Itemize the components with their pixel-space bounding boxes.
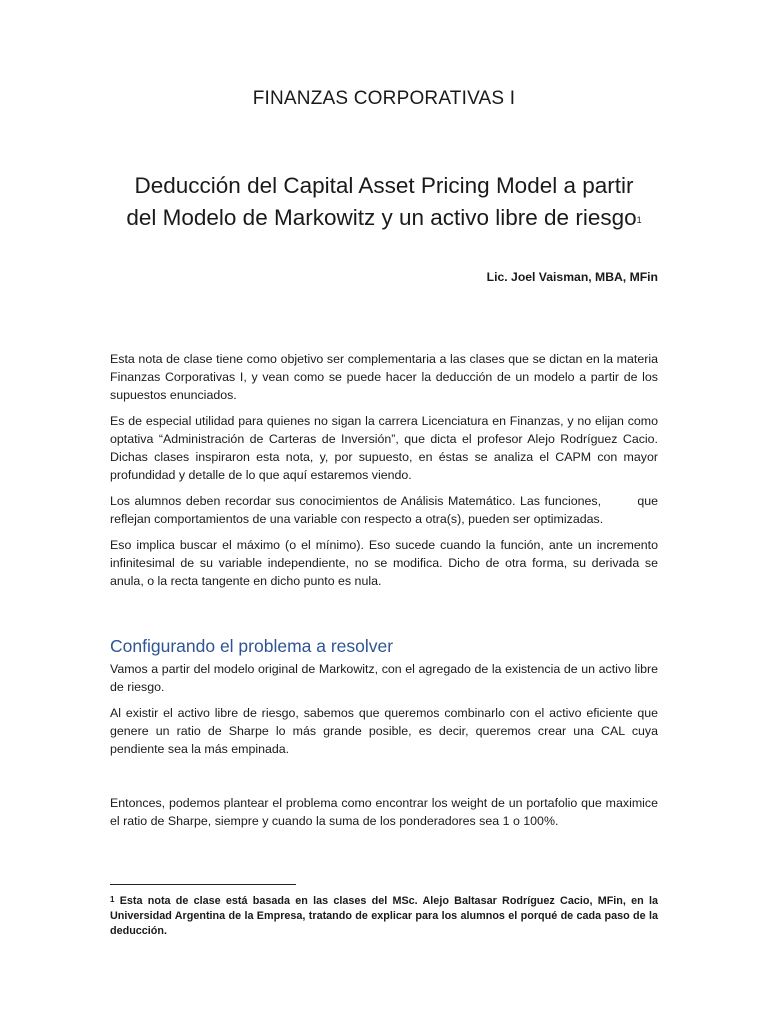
intro-paragraph-3: Los alumnos deben recordar sus conocimientos de Análisis Matemático. Las funciones, que reflejan comportamientos de una variable con respecto a otra(s), pueden ser optimizadas. <box>110 494 662 526</box>
document-title <box>90 170 678 236</box>
closing-section <box>110 794 658 838</box>
document-title-line-2 <box>90 202 678 236</box>
footnote-text: Esta nota de clase está basada en las clases del MSc. Alejo Baltasar Rodríguez Cacio, MFin, en la Universidad Argentina de la Empresa, tratando de explicar para los alumnos el porqué de cada paso de la deducción. <box>110 895 658 937</box>
footnote-divider <box>110 884 296 885</box>
intro-paragraph-4: Eso implica buscar el máximo (o el mínimo). Eso sucede cuando la función, ante un incremento infinitesimal de su variable independiente, no se modifica. Dicho de otra forma, su derivada se anula, o la recta tangente en dicho punto es nula. <box>110 538 658 588</box>
section-heading: Configurando el problema a resolver <box>110 636 394 656</box>
footnote <box>110 892 658 939</box>
title-footnote-mark: 1 <box>636 215 642 225</box>
document-title-line-1: Deducción del Capital Asset Pricing Model a partir <box>134 173 634 198</box>
closing-paragraph: Entonces, podemos plantear el problema como encontrar los weight de un portafolio que maximice el ratio de Sharpe, siempre y cuando la suma de los ponderadores sea 1 o 100%. <box>110 796 658 828</box>
section-paragraph-2: Al existir el activo libre de riesgo, sabemos que queremos combinarlo con el activo eficiente que genere un ratio de Sharpe lo más grande posible, es decir, queremos crear una CAL cuya pendiente sea la más empinada. <box>110 706 658 756</box>
intro-paragraph-2: Es de especial utilidad para quienes no sigan la carrera Licenciatura en Finanzas, y no elijan como optativa “Administración de Carteras de Inversión”, que dicta el profesor Alejo Rodríguez Cacio. Dichas clases inspiraron esta nota, y, por supuesto, en éstas se analiza el CAPM con mayor profundidad y detalle de lo que aquí estaremos viendo. <box>110 414 658 482</box>
section-body <box>110 660 658 766</box>
author-byline: Lic. Joel Vaisman, MBA, MFin <box>486 270 658 284</box>
course-title: FINANZAS CORPORATIVAS I <box>252 88 516 109</box>
document-title-line-2-text: del Modelo de Markowitz y un activo libre de riesgo <box>126 205 637 230</box>
intro-paragraph-1: Esta nota de clase tiene como objetivo ser complementaria a las clases que se dictan en la materia Finanzas Corporativas I, y vean como se puede hacer la deducción de un modelo a partir de los supuestos enunciados. <box>110 352 658 402</box>
intro-section <box>110 350 662 598</box>
section-paragraph-1: Vamos a partir del modelo original de Markowitz, con el agregado de la existencia de un activo libre de riesgo. <box>110 662 658 694</box>
footnote-mark: 1 <box>110 895 115 904</box>
